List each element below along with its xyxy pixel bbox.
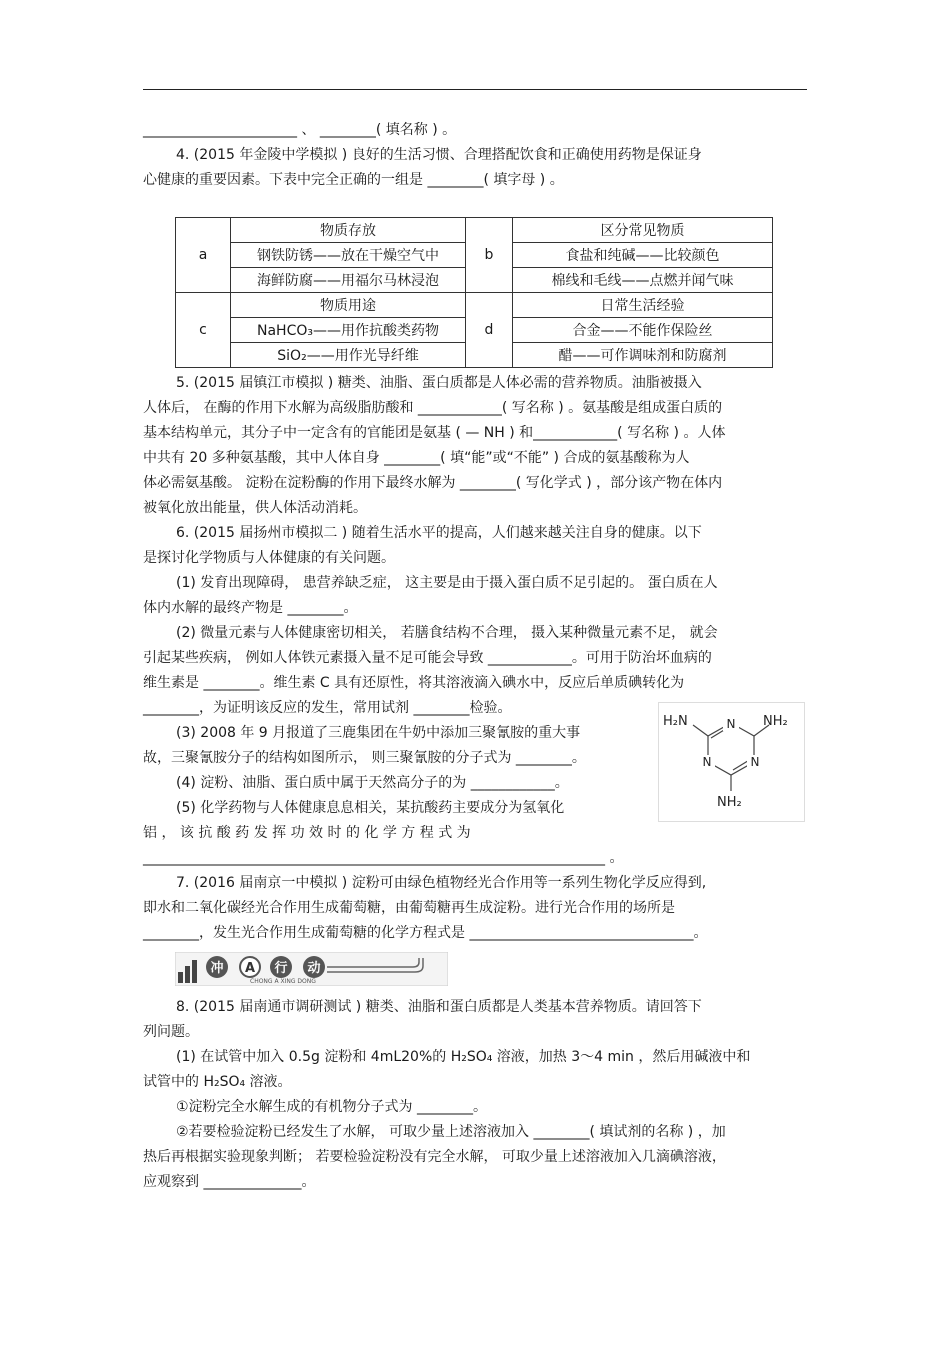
option-c-row-2: SiO₂——用作光导纤维 xyxy=(231,343,466,368)
q7-line-1: 7. (2016 届南京一中模拟 ) 淀粉可由绿色植物经光合作用等一系列生物化学反应得到, xyxy=(176,875,707,891)
ring-n-top: N xyxy=(726,717,736,731)
banner-pinyin: CHONG A XING DONG xyxy=(250,978,316,985)
q5-line-1: 5. (2015 届镇江市模拟 ) 糖类、油脂、蛋白质都是人体必需的营养物质。油脂被摄入 xyxy=(176,375,702,391)
q8-1-a-line: ①淀粉完全水解生成的有机物分子式为 ________。 xyxy=(176,1099,487,1115)
q4-options-table xyxy=(175,217,773,368)
option-d-row-1: 合金——不能作保险丝 xyxy=(513,318,773,343)
q8-1-line-2: 试管中的 H₂SO₄ 溶液。 xyxy=(143,1074,292,1090)
q4-stem-line-1: 4. (2015 年金陵中学模拟 ) 良好的生活习惯、合理搭配饮食和正确使用药物是保证身 xyxy=(176,147,702,163)
q8-1-b-line-3: 应观察到 ______________。 xyxy=(143,1174,316,1190)
q6-1-line-1: (1) 发育出现障碍， 患营养缺乏症， 这主要是由于摄入蛋白质不足引起的。 蛋白质在人 xyxy=(176,575,718,591)
q8-line-1: 8. (2015 届南通市调研测试 ) 糖类、油脂和蛋白质都是人类基本营养物质。请回答下 xyxy=(176,999,702,1015)
q6-4-line: (4) 淀粉、油脂、蛋白质中属于天然高分子的为 ____________。 xyxy=(176,775,569,791)
bar-icon xyxy=(178,972,183,983)
q6-1-line-2: 体内水解的最终产物是 ________。 xyxy=(143,600,358,616)
q6-5-line-3: __________________________________________________________________ 。 xyxy=(143,850,624,866)
banner-char-3: 行 xyxy=(274,961,288,976)
melamine-structure-svg xyxy=(659,703,804,821)
option-d-label: d xyxy=(466,293,513,368)
banner-char-4: 动 xyxy=(307,961,321,976)
q7-line-3: ________，发生光合作用生成葡萄糖的化学方程式是 ________________________________。 xyxy=(143,925,708,941)
option-d-header: 日常生活经验 xyxy=(513,293,773,318)
option-a-row-1: 钢铁防锈——放在干燥空气中 xyxy=(231,243,466,268)
q6-2-line-1: (2) 微量元素与人体健康密切相关， 若膳食结构不合理， 摄入某种微量元素不足， 就会 xyxy=(176,625,718,641)
ring-n-left: N xyxy=(702,755,712,769)
q6-line-2: 是探讨化学物质与人体健康的有关问题。 xyxy=(143,550,395,566)
q5-line-4: 中共有 20 多种氨基酸，其中人体自身 ________( 填“能”或“不能” ) 合成的氨基酸称为人 xyxy=(143,450,690,466)
option-a-label: a xyxy=(176,218,231,293)
q5-line-6: 被氧化放出能量，供人体活动消耗。 xyxy=(143,500,367,516)
option-b-row-2: 棉线和毛线——点燃并闻气味 xyxy=(513,268,773,293)
option-b-row-1: 食盐和纯碱——比较颜色 xyxy=(513,243,773,268)
nh2-top-right: NH₂ xyxy=(763,714,788,729)
q6-3-line-2: 故，三聚氰胺分子的结构如图所示， 则三聚氰胺的分子式为 ________。 xyxy=(143,750,586,766)
line-1: ______________________ 、 ________( 填名称 ) 。 xyxy=(143,122,457,138)
option-b-header: 区分常见物质 xyxy=(513,218,773,243)
option-c-header: 物质用途 xyxy=(231,293,466,318)
option-d-row-2: 醋——可作调味剂和防腐剂 xyxy=(513,343,773,368)
nh2-bottom: NH₂ xyxy=(717,795,742,810)
ring-n-right: N xyxy=(750,755,760,769)
q4-stem-line-2: 心健康的重要因素。下表中完全正确的一组是 ________( 填字母 ) 。 xyxy=(143,172,564,188)
q8-1-b-line-2: 热后再根据实验现象判断； 若要检验淀粉没有完全水解， 可取少量上述溶液加入几滴碘溶液， xyxy=(143,1149,726,1165)
option-c-label: c xyxy=(176,293,231,368)
q8-line-2: 列问题。 xyxy=(143,1024,199,1040)
header-rule xyxy=(143,89,807,90)
q6-line-1: 6. (2015 届扬州市模拟二 ) 随着生活水平的提高，人们越来越关注自身的健康。以下 xyxy=(176,525,702,541)
q5-line-2: 人体后， 在酶的作用下水解为高级脂肪酸和 ____________( 写名称 ) 。氨基酸是组成蛋白质的 xyxy=(143,400,723,416)
option-a-row-2: 海鲜防腐——用福尔马林浸泡 xyxy=(231,268,466,293)
q6-2-line-2: 引起某些疾病， 例如人体铁元素摄入量不足可能会导致 ____________。可用于防治坏血病的 xyxy=(143,650,712,666)
melamine-structure-figure xyxy=(658,702,805,822)
banner-graphic xyxy=(175,952,448,986)
q5-line-3: 基本结构单元，其分子中一定含有的官能团是氨基 ( — NH ) 和____________( 写名称 ) 。人体 xyxy=(143,425,726,441)
q6-2-line-4: ________，为证明该反应的发生，常用试剂 ________检验。 xyxy=(143,700,512,716)
q6-2-line-3: 维生素是 ________。维生素 C 具有还原性，将其溶液滴入碘水中，反应后单质碘转化为 xyxy=(143,675,685,691)
banner-char-2: A xyxy=(244,961,256,976)
option-b-label: b xyxy=(466,218,513,293)
option-c-row-1: NaHCO₃——用作抗酸类药物 xyxy=(231,318,466,343)
section-banner xyxy=(175,952,448,986)
q6-3-line-1: (3) 2008 年 9 月报道了三鹿集团在牛奶中添加三聚氰胺的重大事 xyxy=(176,725,581,741)
nh2-top-left: H₂N xyxy=(663,714,688,729)
q7-line-2: 即水和二氧化碳经光合作用生成葡萄糖，由葡萄糖再生成淀粉。进行光合作用的场所是 xyxy=(143,900,675,916)
q8-1-line-1: (1) 在试管中加入 0.5g 淀粉和 4mL20%的 H₂SO₄ 溶液，加热 3～4 min ，然后用碱液中和 xyxy=(176,1049,751,1065)
q5-line-5: 体必需氨基酸。 淀粉在淀粉酶的作用下最终水解为 ________( 写化学式 ) ，部分该产物在体内 xyxy=(143,475,723,491)
option-a-header: 物质存放 xyxy=(231,218,466,243)
q6-5-line-1: (5) 化学药物与人体健康息息相关，某抗酸药主要成分为氢氧化 xyxy=(176,800,565,816)
q6-5-line-2: 铝 ， 该 抗 酸 药 发 挥 功 效 时 的 化 学 方 程 式 为 xyxy=(143,825,471,841)
banner-char-1: 冲 xyxy=(210,961,224,976)
q8-1-b-line-1: ②若要检验淀粉已经发生了水解， 可取少量上述溶液加入 ________( 填试剂的名称 ) ，加 xyxy=(176,1124,726,1140)
